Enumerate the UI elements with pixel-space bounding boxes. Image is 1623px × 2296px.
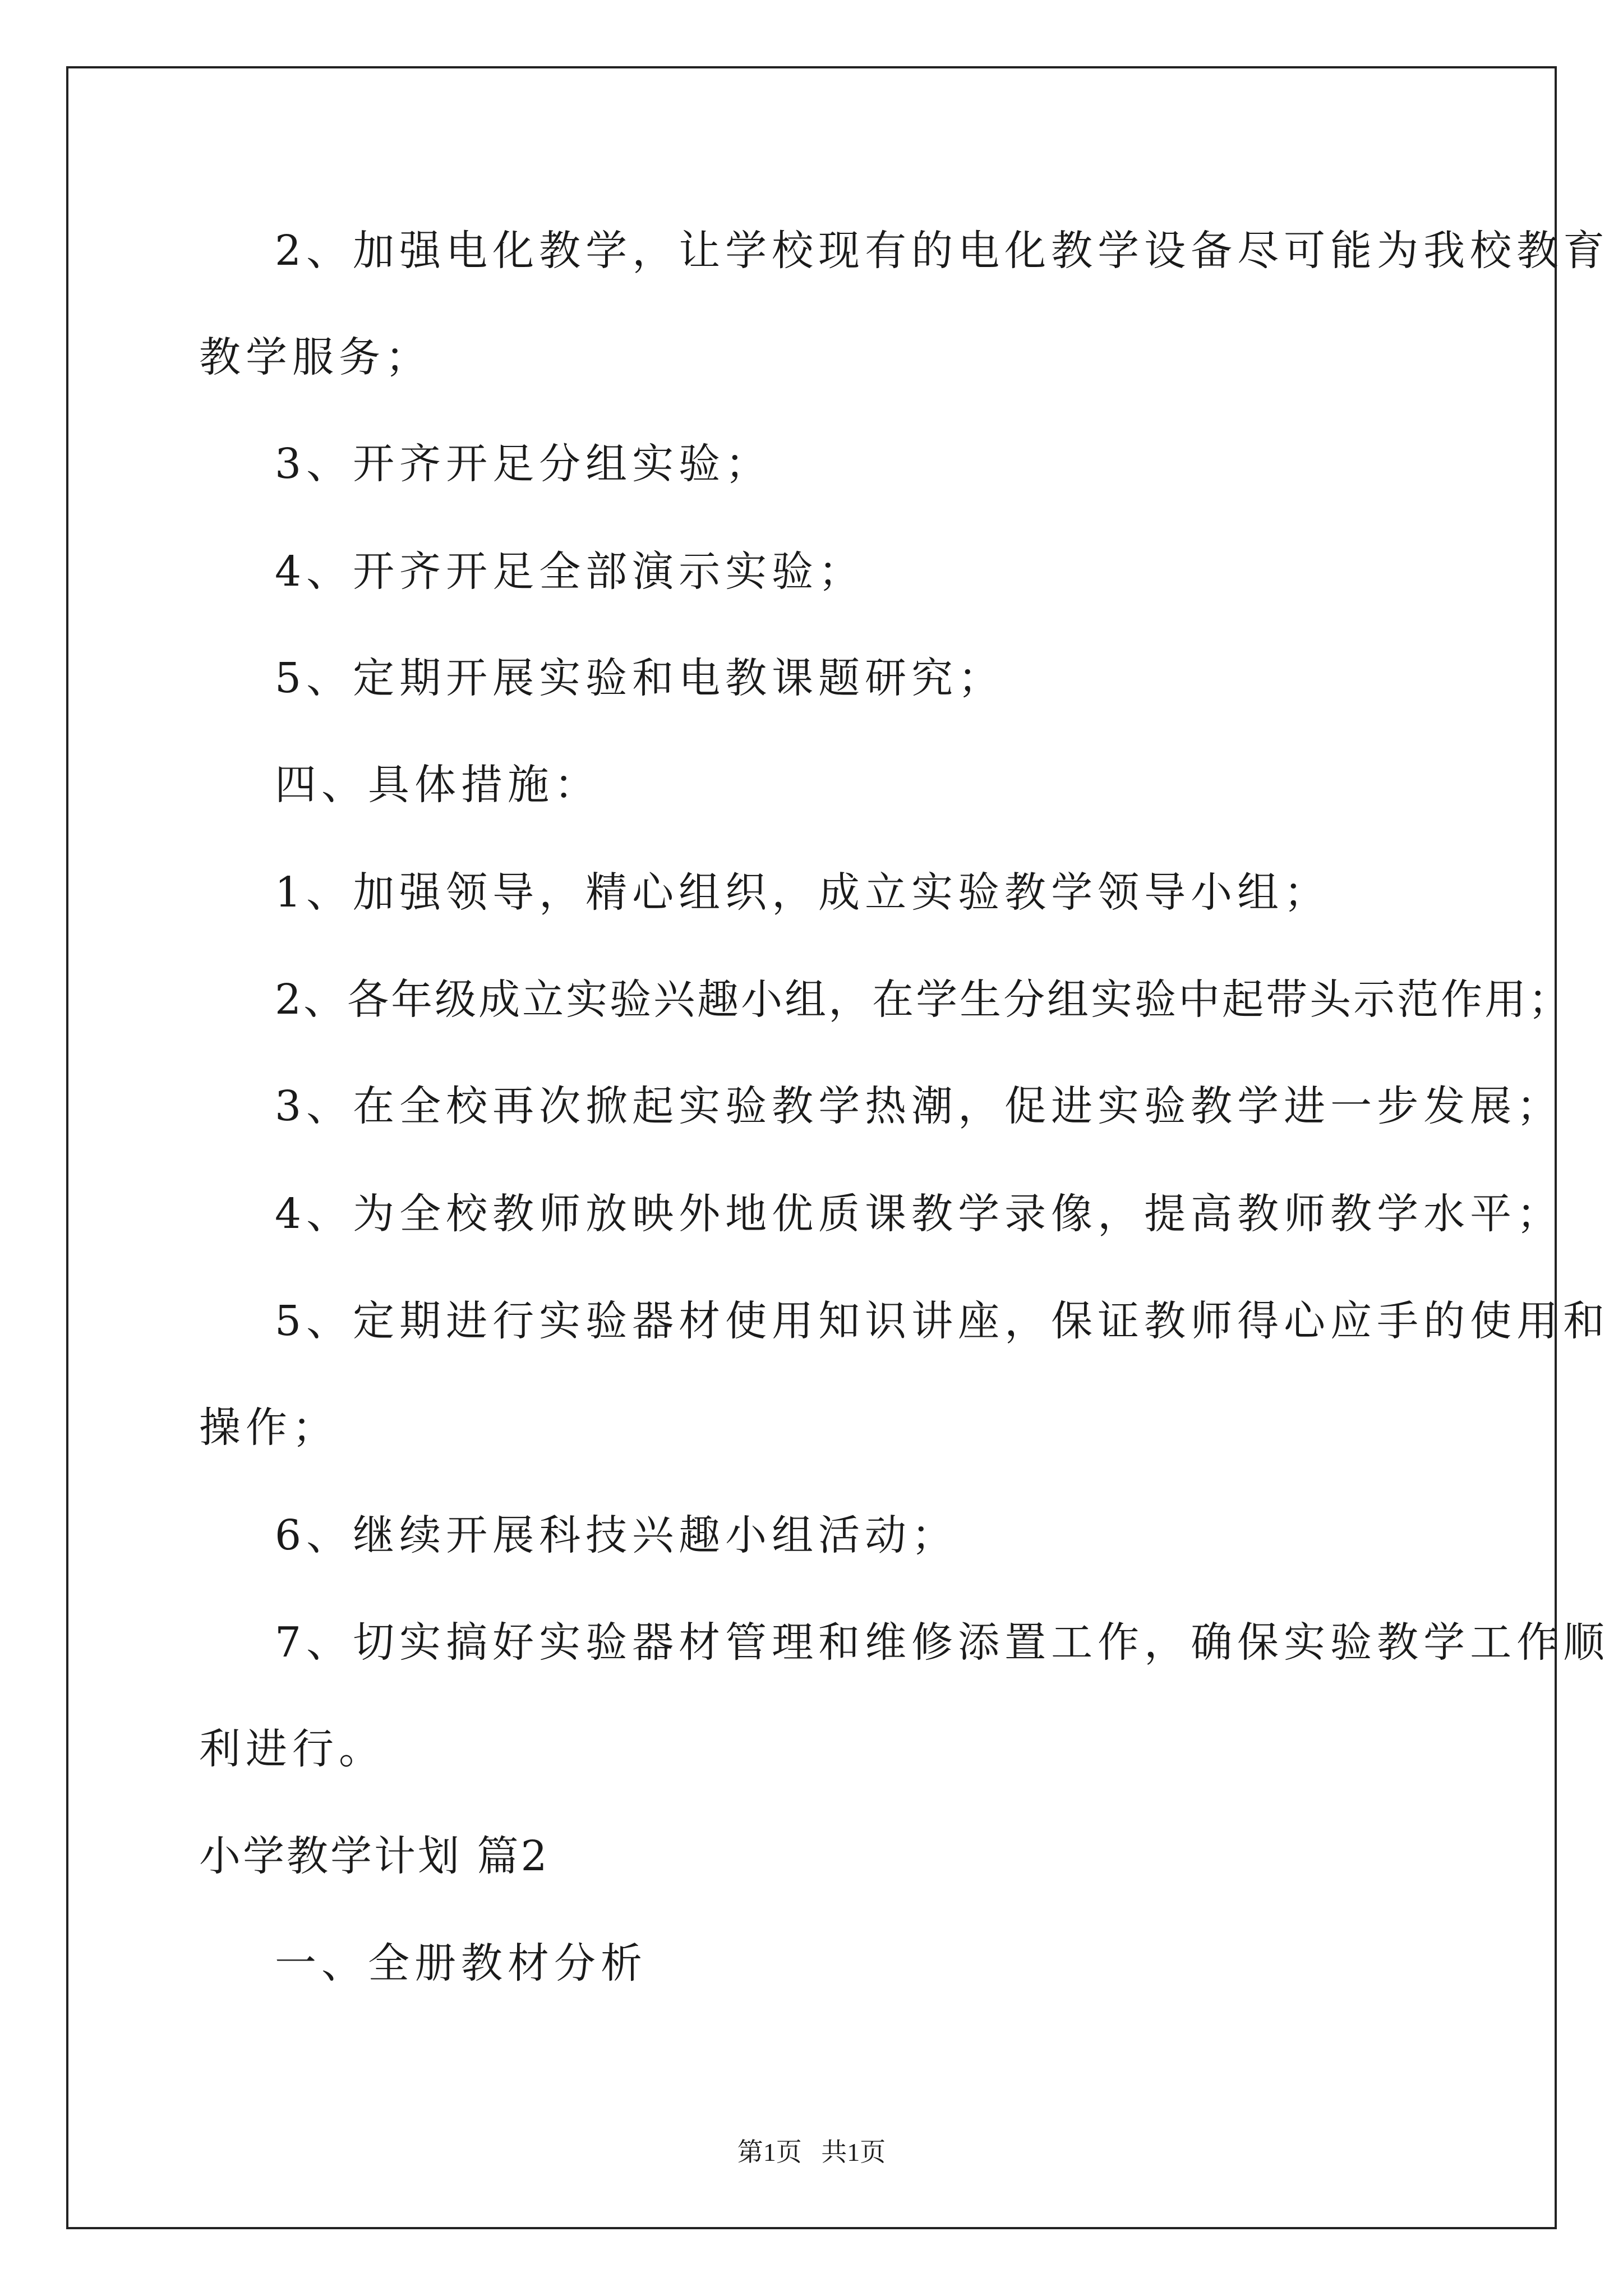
paragraph-line-5: 5、定期开展实验和电教课题研究； (275, 654, 1005, 702)
paragraph-line-4: 4、开齐开足全部演示实验； (275, 547, 865, 596)
paragraph-line-7: 1、加强领导，精心组织，成立实验教学领导小组； (275, 868, 1331, 917)
section-title-plan-2: 小学教学计划 篇2 (199, 1832, 550, 1880)
section-heading-measures: 四、具体措施： (275, 761, 601, 809)
paragraph-line-15: 利进行。 (199, 1725, 385, 1773)
paragraph-line-9: 3、在全校再次掀起实验教学热潮，促进实验教学进一步发展； (275, 1082, 1564, 1130)
paragraph-line-1: 2、加强电化教学，让学校现有的电化教学设备尽可能为我校教育 (275, 227, 1610, 275)
paragraph-line-11: 5、定期进行实验器材使用知识讲座，保证教师得心应手的使用和 (275, 1297, 1610, 1345)
section-heading-textbook-analysis: 一、全册教材分析 (275, 1939, 647, 1987)
paragraph-line-3: 3、开齐开足分组实验； (275, 440, 772, 488)
page-footer: 第1页 共1页 (737, 2138, 886, 2166)
paragraph-line-13: 6、继续开展科技兴趣小组活动； (275, 1511, 958, 1559)
paragraph-line-14: 7、切实搞好实验器材管理和维修添置工作，确保实验教学工作顺 (275, 1618, 1610, 1667)
paragraph-line-12: 操作； (199, 1404, 339, 1452)
paragraph-line-8: 2、各年级成立实验兴趣小组，在学生分组实验中起带头示范作用； (275, 976, 1573, 1024)
page-border (66, 66, 1557, 2229)
paragraph-line-2: 教学服务； (199, 333, 432, 381)
paragraph-line-10: 4、为全校教师放映外地优质课教学录像，提高教师教学水平； (275, 1190, 1564, 1238)
